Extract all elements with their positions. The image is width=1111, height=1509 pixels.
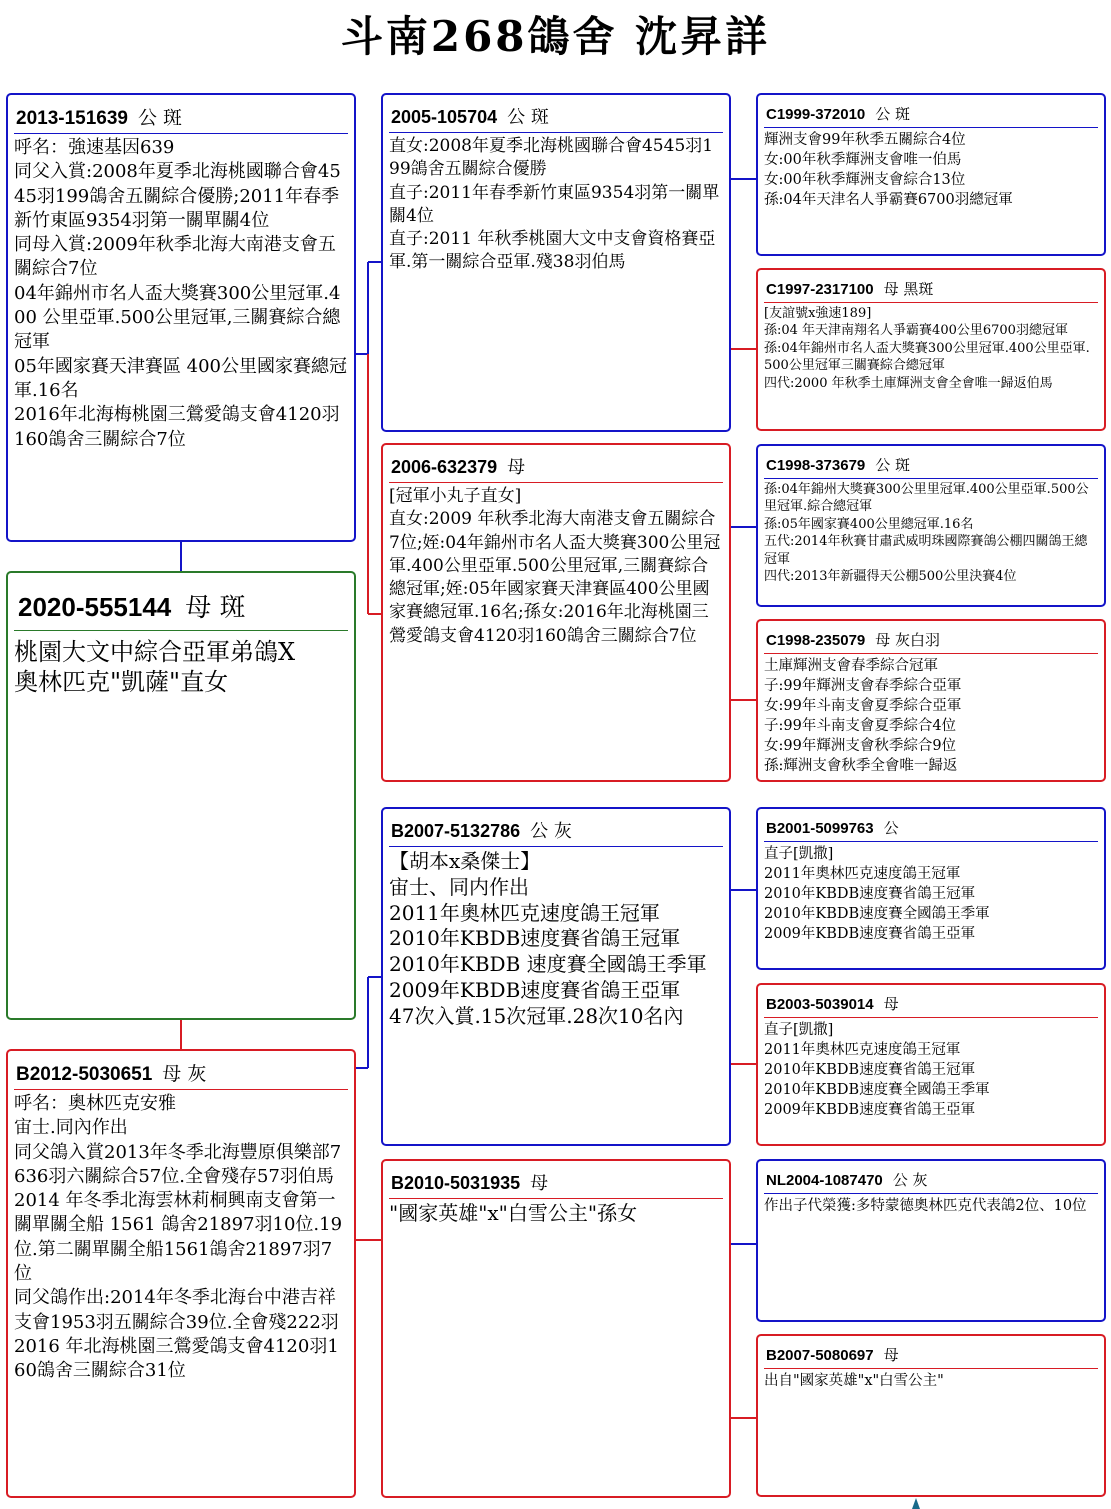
sdd-sex-color: 母 灰白羽 bbox=[875, 631, 941, 649]
ddd-notes: 出自"國家英雄"x"白雪公主" bbox=[764, 1373, 944, 1389]
dam-card bbox=[6, 1049, 356, 1498]
ssd-header bbox=[764, 276, 1098, 303]
ddd-header bbox=[764, 1342, 1098, 1369]
ssd-ring-number: C1997-2317100 bbox=[766, 281, 874, 298]
dam-sex-color: 母 灰 bbox=[162, 1063, 207, 1085]
dam-dam-sire-card bbox=[756, 1159, 1106, 1322]
sds-ring-number: C1998-373679 bbox=[766, 457, 866, 474]
dss-ring-number: B2001-5099763 bbox=[766, 820, 874, 837]
subject-ring-number: 2020-555144 bbox=[18, 592, 172, 622]
dam-dam-card bbox=[381, 1159, 731, 1498]
sire-dam-header bbox=[389, 451, 723, 483]
dam-header bbox=[14, 1057, 348, 1090]
dds-ring-number: NL2004-1087470 bbox=[766, 1172, 883, 1189]
page-title: 斗南268鴿舍 沈昇詳 bbox=[340, 12, 771, 61]
dam-sire-sire-card bbox=[756, 807, 1106, 970]
dam-sire-card bbox=[381, 807, 731, 1146]
dam-ring-number: B2012-5030651 bbox=[16, 1064, 153, 1085]
sire-sire-ring-number: 2005-105704 bbox=[391, 107, 498, 127]
ddd-sex-color: 母 bbox=[883, 1346, 899, 1364]
dam-dam-notes: "國家英雄"x"白雪公主"孫女 bbox=[389, 1201, 638, 1225]
sire-sire-notes: 直女:2008年夏季北海桃國聯合會4545羽199鴿舍五關綜合優勝 直子:2011年春季新竹東區9354羽第一關單關4位 直子:2011 年秋季桃園大文中支會資格賽亞軍.第一關綜合亞軍.殘38羽伯馬 bbox=[389, 136, 720, 273]
sss-sex-color: 公 斑 bbox=[875, 105, 911, 123]
sire-dam-sex-color: 母 bbox=[507, 457, 526, 478]
dam-dam-ring-number: B2010-5031935 bbox=[391, 1173, 521, 1193]
dds-header bbox=[764, 1167, 1098, 1194]
subject-header bbox=[14, 579, 348, 631]
sire-dam-dam-card bbox=[756, 619, 1106, 782]
dam-sire-sex-color: 公 灰 bbox=[530, 821, 572, 842]
dam-notes: 呼名：奧林匹克安雅 宙士.同內作出 同父鴿入賞2013年冬季北海豐原俱樂部7636羽六關綜合57位.全會殘存57羽伯馬 2014 年冬季北海雲林莉桐興南支會第一關單關全船 1561 鴿舍21897羽10位.19位.第二關單關全船1561鴿舍21897羽7位 同父鴿作出:2014年冬季北海台中港吉祥支會1953羽五關綜合39位.全會殘222羽 2016 年北海桃園三鶯愛鴿支會4120羽160鴿舍三關綜合31位 bbox=[14, 1093, 343, 1382]
sds-sex-color: 公 斑 bbox=[875, 456, 911, 474]
subject-sex-color: 母 斑 bbox=[185, 593, 246, 623]
dsd-header bbox=[764, 991, 1098, 1018]
dam-dam-header bbox=[389, 1167, 723, 1199]
sdd-notes: 土庫輝洲支會春季綜合冠軍 子:99年輝洲支會春季綜合亞軍 女:99年斗南支會夏季綜合亞軍 子:99年斗南支會夏季綜合4位 女:99年輝洲支會秋季綜合9位 孫:輝洲支會秋季全會唯一歸返 bbox=[764, 658, 962, 774]
sire-dam-sire-card bbox=[756, 444, 1106, 607]
dsd-sex-color: 母 bbox=[883, 995, 899, 1013]
sire-sire-header bbox=[389, 101, 723, 133]
dam-dam-dam-card bbox=[756, 1334, 1106, 1497]
dss-sex-color: 公 bbox=[883, 819, 899, 837]
dds-sex-color: 公 灰 bbox=[892, 1171, 928, 1189]
sire-sire-sex-color: 公 斑 bbox=[507, 107, 549, 128]
dss-notes: 直子[凱撒] 2011年奧林匹克速度鴿王冠軍 2010年KBDB速度賽省鴿王冠軍 2010年KBDB速度賽全國鴿王季軍 2009年KBDB速度賽省鴿王亞軍 bbox=[764, 846, 990, 942]
sire-ring-number: 2013-151639 bbox=[16, 108, 128, 129]
sds-notes: 孫:04年錦州大獎賽300公里里冠軍.400公里亞軍.500公里冠軍.綜合總冠軍 孫:05年國家賽400公里總冠軍.16名 五代:2014年秋賽甘肅武威明珠國際賽鴿公棚四關鴿王總冠軍 四代:2013年新疆得天公棚500公里決賽4位 bbox=[764, 482, 1089, 585]
sire-header bbox=[14, 101, 348, 134]
ssd-sex-color: 母 黑斑 bbox=[883, 280, 934, 298]
dam-sire-header bbox=[389, 815, 723, 847]
dss-header bbox=[764, 815, 1098, 842]
sds-header bbox=[764, 452, 1098, 479]
sire-sire-card bbox=[381, 93, 731, 432]
dsd-ring-number: B2003-5039014 bbox=[766, 996, 874, 1013]
sss-ring-number: C1999-372010 bbox=[766, 106, 866, 123]
sire-dam-card bbox=[381, 443, 731, 782]
dam-dam-sex-color: 母 bbox=[530, 1173, 549, 1194]
sire-sire-sire-card bbox=[756, 93, 1106, 256]
subject-card bbox=[6, 571, 356, 1020]
sdd-ring-number: C1998-235079 bbox=[766, 632, 866, 649]
subject-notes: 桃園大文中綜合亞軍弟鴿X 奧林匹克"凱薩"直女 bbox=[14, 638, 296, 696]
dds-notes: 作出子代榮獲:多特蒙德奧林匹克代表鴿2位、10位 bbox=[764, 1198, 1087, 1214]
sire-notes: 呼名：強速基因639 同父入賞:2008年夏季北海桃國聯合會4545羽199鴿舍五關綜合優勝;2011年春季新竹東區9354羽第一關單關4位 同母入賞:2009年秋季北海大南港支會五關綜合7位 04年錦州市名人盃大獎賽300公里冠軍.400 公里亞軍.500公里冠軍,三關賽綜合總冠軍 05年國家賽天津賽區 400公里國家賽總冠軍.16名 2016年北海梅桃園三鶯愛鴿支會4120羽160鴿舍三關綜合7位 bbox=[14, 137, 347, 450]
sire-sire-dam-card bbox=[756, 268, 1106, 431]
ddd-ring-number: B2007-5080697 bbox=[766, 1347, 874, 1364]
dam-sire-ring-number: B2007-5132786 bbox=[391, 821, 521, 841]
ssd-notes: [友誼號x強速189] 孫:04 年天津南翔名人爭霸賽400公里6700羽總冠軍 孫:04年錦州市名人盃大獎賽300公里冠軍.400公里亞軍.500公里冠軍三關賽綜合總冠軍 四代:2000 年秋季土庫輝洲支會全會唯一歸返伯馬 bbox=[764, 306, 1090, 391]
sss-notes: 輝洲支會99年秋季五關綜合4位 女:00年秋季輝洲支會唯一伯馬 女:00年秋季輝洲支會綜合13位 孫:04年天津名人爭霸賽6700羽總冠軍 bbox=[764, 132, 1013, 208]
sire-dam-notes: [冠軍小丸子直女] 直女:2009 年秋季北海大南港支會五關綜合7位;姪:04年錦州市名人盃大獎賽300公里冠軍.400公里亞軍.500公里冠軍,三關賽綜合總冠軍;姪:05年國家賽天津賽區400公里國家賽總冠軍.16名;孫女:2016年北海桃園三鶯愛鴿支會4120羽160鴿舍三關綜合7位 bbox=[389, 486, 721, 646]
sss-header bbox=[764, 101, 1098, 128]
dam-sire-dam-card bbox=[756, 983, 1106, 1146]
sire-card bbox=[6, 93, 356, 542]
dam-sire-notes: 【胡本x桑傑士】 宙士、同内作出 2011年奧林匹克速度鴿王冠軍 2010年KBDB速度賽省鴿王冠軍 2010年KBDB 速度賽全國鴿王季軍 2009年KBDB速度賽省鴿王亞軍 47次入賞.15次冠軍.28次10名內 bbox=[389, 849, 707, 1028]
dsd-notes: 直子[凱撒] 2011年奧林匹克速度鴿王冠軍 2010年KBDB速度賽省鴿王冠軍 2010年KBDB速度賽全國鴿王季軍 2009年KBDB速度賽省鴿王亞軍 bbox=[764, 1022, 990, 1118]
sdd-header bbox=[764, 627, 1098, 654]
sire-dam-ring-number: 2006-632379 bbox=[391, 457, 498, 477]
sire-sex-color: 公 斑 bbox=[138, 107, 183, 129]
